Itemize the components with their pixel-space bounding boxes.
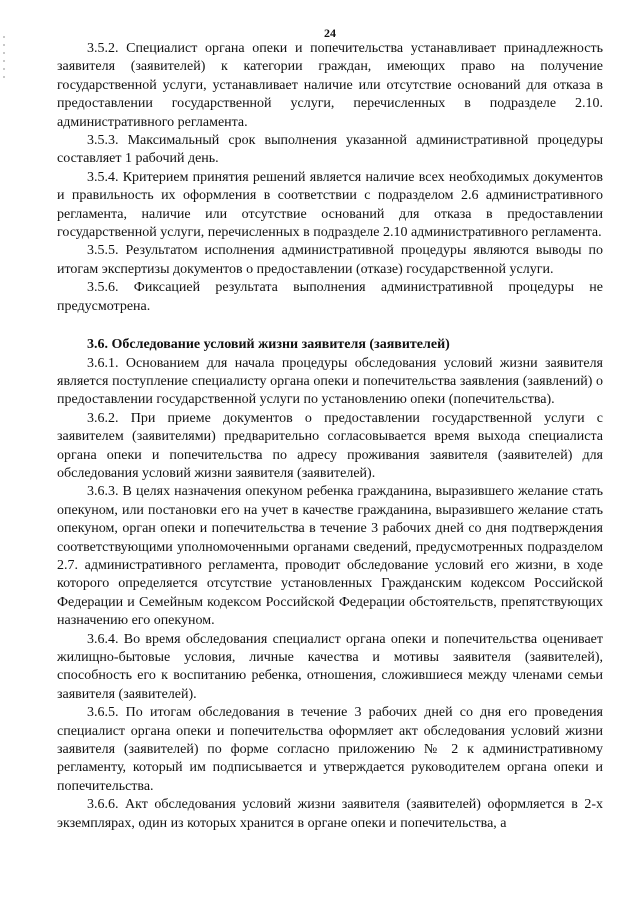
page-number: 24 [324, 26, 336, 40]
paragraph-3-5-3: 3.5.3. Максимальный срок выполнения указанной административной процедуры составляет 1 рабочий день. [57, 133, 603, 167]
paragraph-3-6-4: 3.6.4. Во время обследования специалист органа опеки и попечительства оценивает жилищно-бытовые условия, личные качества и мотивы заявителя (заявителей), способность его к воспитанию ребенка, отношения, сложившиеся между членами семьи заявителя (заявителей). [57, 631, 603, 702]
document-page [57, 26, 603, 833]
section-heading-3-6: 3.6. Обследование условий жизни заявителя (заявителей) [87, 337, 450, 353]
margin-scan-marks [3, 36, 7, 90]
paragraph-3-5-4: 3.5.4. Критерием принятия решений является наличие всех необходимых документов и правильность их оформления в соответствии с подразделом 2.6 административного регламента, наличие или отсутствие оснований для отказа в предоставлении государственной услуги, перечисленных в подразделе 2.10 административного регламента. [57, 169, 603, 241]
paragraph-3-6-3: 3.6.3. В целях назначения опекуном ребенка гражданина, выразившего желание стать опекуном, или постановки его на учет в качестве гражданина, выразившего желание стать опекуном, орган опеки и попечительства в течение 3 рабочих дней со дня подтверждения соответствующими уполномоченными органами сведений, предусмотренных подразделом 2.7. административного регламента, проводит обследование условий его жизни, в ходе которого определяется отсутствие установленных Гражданским кодексом Российской Федерации и Семейным кодексом Российской Федерации обстоятельств, препятствующих назначению его опекуном. [57, 484, 603, 629]
paragraph-3-5-6: 3.5.6. Фиксацией результата выполнения административной процедуры не предусмотрена. [57, 280, 603, 314]
paragraph-3-6-1: 3.6.1. Основанием для начала процедуры обследования условий жизни заявителя является поступление специалисту органа опеки и попечительства заявления (заявлений) о предоставлении государственной услуги по установлению опеки (попечительства). [57, 355, 603, 408]
paragraph-3-5-2: 3.5.2. Специалист органа опеки и попечительства устанавливает принадлежность заявителя (заявителей) к категории граждан, имеющих право на получение государственной услуги, устанавливает наличие или отсутствие оснований для отказа в предоставлении государственной услуги, перечисленных в подразделе 2.10. административного регламента. [57, 41, 603, 130]
paragraph-3-6-6: 3.6.6. Акт обследования условий жизни заявителя (заявителей) оформляется в 2-х экземплярах, один из которых хранится в органе опеки и попечительства, а [57, 797, 603, 831]
paragraph-3-6-2: 3.6.2. При приеме документов о предоставлении государственной услуги с заявителем (заявителями) предварительно согласовывается время выхода специалиста органа опеки и попечительства по адресу проживания заявителя (заявителей) для обследования условий жизни заявителя (заявителей). [57, 410, 603, 481]
paragraph-3-6-5: 3.6.5. По итогам обследования в течение 3 рабочих дней со дня его проведения специалист органа опеки и попечительства оформляет акт обследования условий жизни заявителя (заявителей) по форме согласно приложению № 2 к административному регламенту, который им подписывается и утверждается руководителем органа опеки и попечительства. [57, 705, 603, 794]
paragraph-3-5-5: 3.5.5. Результатом исполнения административной процедуры являются выводы по итогам экспертизы документов о предоставлении (отказе) государственной услуги. [57, 243, 603, 277]
